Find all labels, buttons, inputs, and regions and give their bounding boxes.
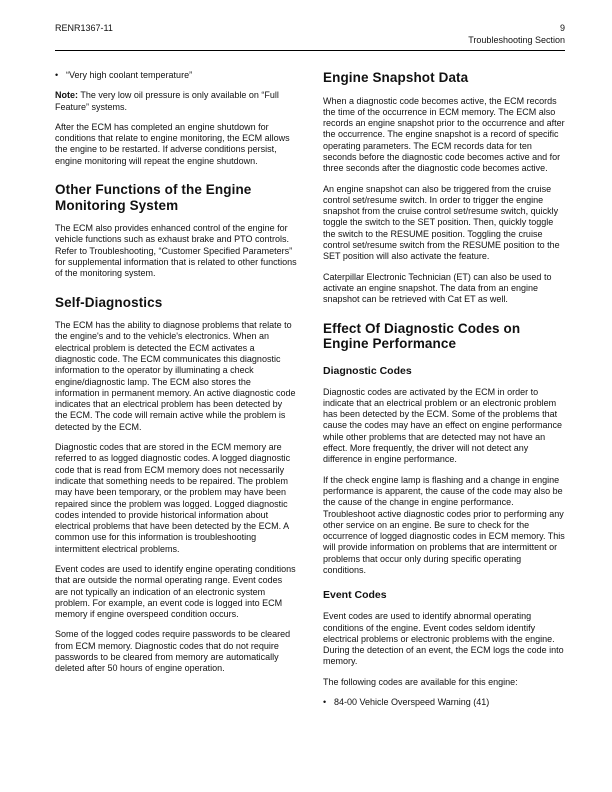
heading-other-functions: Other Functions of the Engine Monitoring System (55, 182, 252, 213)
header-top-row (55, 22, 565, 34)
bullet-text: “Very high coolant temperature” (66, 70, 193, 80)
paragraph-passwords: Some of the logged codes require passwords to be cleared from ECM memory. Diagnostic codes that do not require passwords to be cleared from memory are automatically deleted after 50 hours of engine operation. (55, 629, 291, 674)
paragraph-self-diagnostics-1: The ECM has the ability to diagnose problems that relate to the engine's and to the vehicle's electronics. When an electrical problem is detected the ECM activates a diagnostic code. The ECM communicates this diagnostic information to the operator by illuminating a check engine/diagnostic lamp. The ECM also stores the information in permanent memory. An active diagnostic code indicates that an electrical problem has been detected by the ECM. The code will remain active while the problem is detected by the ECM. (55, 320, 296, 432)
page-header (55, 22, 565, 51)
paragraph-snapshot-3: Caterpillar Electronic Technician (ET) can also be used to activate an engine snapshot. The data from an engine snapshot can be retrieved with Cat ET as well. (323, 271, 552, 305)
paragraph-snapshot-2: An engine snapshot can also be triggered from the cruise control set/resume switch. In order to trigger the engine snapshot from the cruise control set/resume switch, quickly toggle the switch to the SET position. Then, quickly toggle the switch to the RESUME position. Toggling the cruise control set/resume switch from the RESUME position to the SET position will also activate the feature. (323, 183, 560, 262)
paragraph-available-codes-intro: The following codes are available for this engine: (323, 676, 518, 687)
bullet-item-coolant (55, 70, 297, 81)
paragraph-self-diagnostics-2: Diagnostic codes that are stored in the ECM memory are referred to as logged diagnostic codes. A logged diagnostic code that is read from ECM memory does not necessarily indicate that something needs to be repaired. The problem may have been temporary, or the problem may have been repaired since the problem was logged. Logged diagnostic codes intended to provide historical information about electrical problems that have been detected by the ECM. A common use for this information is troubleshooting intermittent electrical problems. (55, 442, 291, 554)
header-divider (55, 50, 565, 51)
paragraph-diagnostic-codes-2: If the check engine lamp is flashing and a change in engine performance is apparent, the cause of the code may also be the cause of the change in engine performance. Troubleshoot active diagnostic codes prior to performing any other service on an engine. Be sure to check for the occurrence of logged diagnostic codes in ECM memory. This will provide information on problems that are intermittent or problems that occur only during specific operating conditions. (323, 474, 565, 575)
bullet-text: 84-00 Vehicle Overspeed Warning (41) (334, 697, 490, 708)
document-number: RENR1367-11 (55, 23, 113, 33)
subheading-diagnostic-codes: Diagnostic Codes (323, 364, 412, 377)
paragraph-engine-shutdown: After the ECM has completed an engine shutdown for conditions that relate to engine monitoring, the ECM allows the engine to be restarted. If adverse conditions persist, engine monitoring will repeat the engine shutdown. (55, 121, 290, 166)
note-text: The very low oil pressure is only available on “Full Feature” systems. (55, 90, 279, 112)
heading-effect-of-diagnostic-codes: Effect Of Diagnostic Codes on Engine Performance (323, 320, 521, 352)
header-sub-row (55, 34, 565, 46)
bullet-icon: • (55, 70, 59, 80)
note-paragraph (55, 90, 297, 113)
page-body (55, 70, 565, 717)
bullet-icon: • (323, 697, 327, 708)
paragraph-event-codes-left: Event codes are used to identify engine operating conditions that are outside the normal operating range. Event codes are not typically an indication of an electronic system problem. For example, an event code is logged into ECM memory if engine overspeed condition occurs. (55, 564, 296, 620)
subheading-event-codes: Event Codes (323, 589, 387, 602)
left-column (55, 70, 297, 717)
page-number: 9 (559, 23, 565, 33)
section-title: Troubleshooting Section (468, 35, 565, 45)
paragraph-snapshot-1: When a diagnostic code becomes active, the ECM records the time of the occurrence in ECM memory. The ECM also records an engine snapshot prior to the occurrence and after the occurrence. The engine snapshot is a record of specific operating parameters. The ECM records data for ten seconds before the diagnostic code becomes active and for three seconds after the diagnostic code becomes active. (323, 95, 565, 174)
note-label: Note: (55, 90, 78, 101)
heading-self-diagnostics: Self-Diagnostics (55, 294, 163, 310)
bullet-item-overspeed (323, 697, 565, 708)
paragraph-other-functions: The ECM also provides enhanced control of the engine for vehicle functions such as exhaust brake and PTO controls. Refer to Troubleshooting, “Customer Specified Parameters” for supplemental information that is related to other functions of the monitoring system. (55, 223, 297, 279)
paragraph-event-codes-right: Event codes are used to identify abnormal operating conditions of the engine. Event codes seldom identify electrical problems or electronic problems with the engine. During the detection of an event, the ECM logs the code into memory. (323, 611, 564, 667)
right-column (323, 70, 565, 717)
paragraph-diagnostic-codes-1: Diagnostic codes are activated by the ECM in order to indicate that an electrical problem or an electronic problem has been detected by the ECM. Some of the problems that cause the codes may have an effect on engine performance while other problems that are detected may not have an effect. More frequently, the driver will not detect any difference in engine performance. (323, 386, 562, 465)
heading-engine-snapshot-data: Engine Snapshot Data (323, 70, 469, 85)
